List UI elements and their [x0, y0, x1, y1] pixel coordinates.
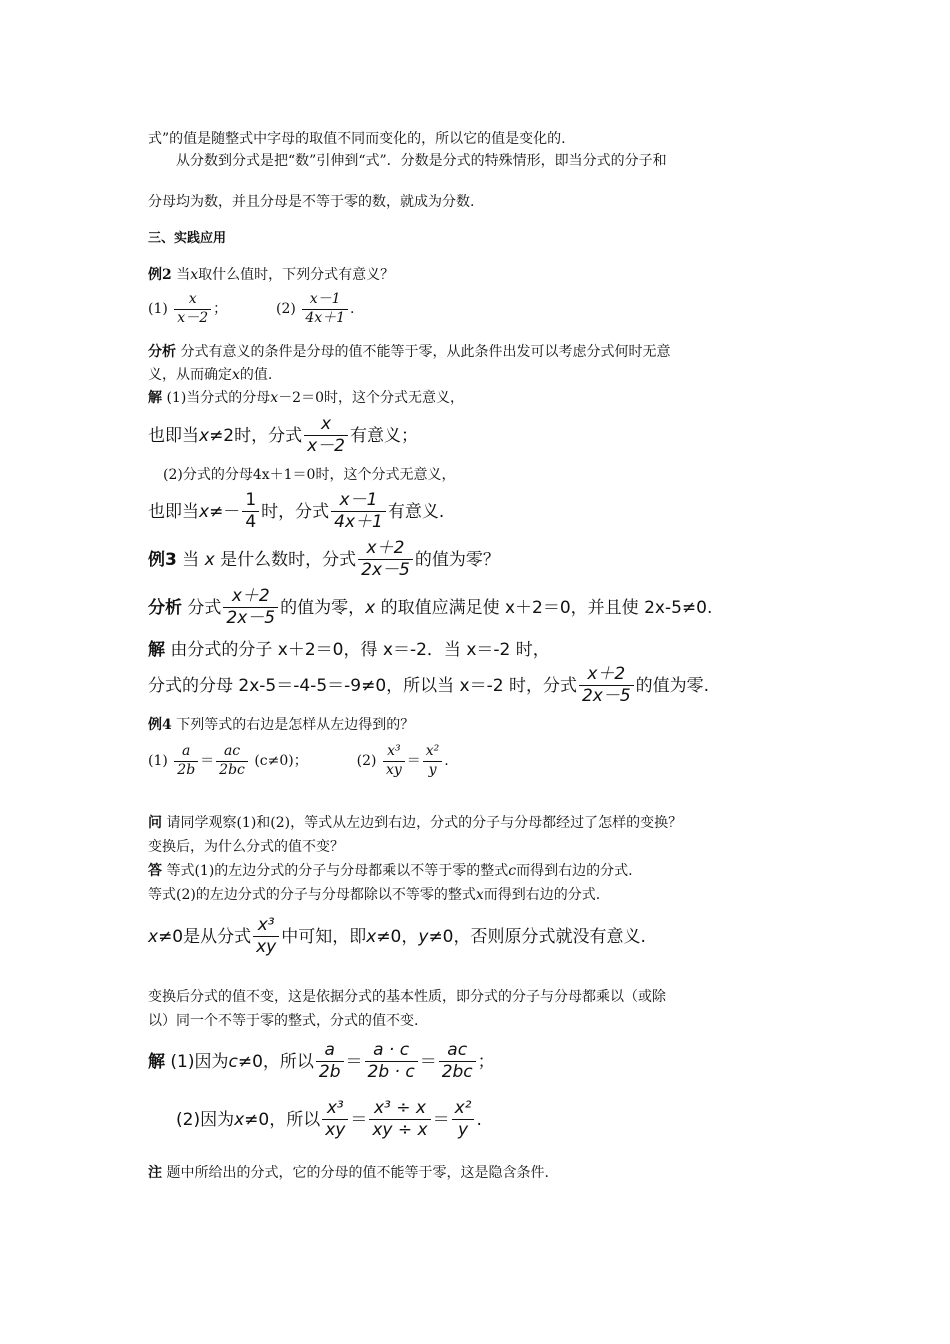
ex4-property-b: 以）同一个不等于零的整式，分式的值不变.	[148, 1013, 419, 1029]
ex2-sol-fraction: $\frac{x}{x-2}$	[304, 414, 348, 458]
ex4-answer-b: 等式(2)的左边分式的分子与分母都除以不等零的整式x而得到右边的分式.	[148, 887, 601, 903]
ex4-remark: 注 题中所给出的分式，它的分母的值不能等于零，这是隐含条件.	[148, 1165, 549, 1181]
ex2-analysis-b: 义，从而确定x的值.	[148, 367, 273, 383]
ex4-solution-1: 解 (1)因为c≠0，所以 $\frac{a}{2b}$ ＝ $\frac{a \cdot c}{2b \cdot c}$ ＝ $\frac{ac}{2bc}$ ；	[148, 1040, 495, 1083]
ex4-note: x≠0是从分式 $\frac{\text{x³}}{xy}$ 中可知，即x≠0，y≠0，否则原分式就没有意义.	[148, 915, 646, 958]
ex2-solution-2: 也即当x≠2时，分式 $\frac{x}{x-2}$ 有意义；	[148, 414, 419, 457]
section-title: 三、实践应用	[148, 231, 227, 246]
ex3-analysis: 分析 分式 $\frac{x+2}{2x-5}$ 的值为零，x 的取值应满足使 x＋2＝0，并且使 2x-5≠0.	[148, 586, 713, 629]
ex4-solution-2: (2)因为x≠0，所以 $\frac{\text{x³}}{xy}$ ＝ $\frac{\text{x³ ÷ x}}{xy \div x}$ ＝ $\frac{\text{x²}}{y}$ .	[176, 1098, 482, 1141]
ex2-analysis-a: 分析 分式有意义的条件是分母的值不能等于零，从此条件出发可以考虑分式何时无意	[148, 344, 671, 360]
intro-line-3: 分母均为数，并且分母是不等于零的数，就成为分数.	[148, 194, 475, 210]
ex2-problems: (1) $\frac{x}{x-2}$ ； (2) $\frac{x-1}{4x+1}$ .	[148, 291, 355, 326]
ex4-question: 例4 下列等式的右边是怎样从左边得到的？	[148, 717, 415, 733]
ex2-solution-1: 解 (1)当分式的分母x－2＝0时，这个分式无意义，	[148, 390, 465, 406]
ex2-solution-4: 也即当x≠－ $\frac{1}{4}$ 时，分式 $\frac{x-1}{4x+1}$ 有意义.	[148, 490, 445, 533]
ex3-question: 例3 当 x 是什么数时，分式 $\frac{x+2}{2x-5}$ 的值为零？	[148, 538, 500, 581]
ex3-solution-2: 分式的分母 2x-5＝-4-5＝-9≠0，所以当 x＝-2 时，分式 $\frac{x+2}{2x-5}$ 的值为零.	[148, 664, 710, 707]
ex4-answer-a: 答 等式(1)的左边分式的分子与分母都乘以不等于零的整式c而得到右边的分式.	[148, 863, 633, 879]
ex2-solution-3: (2)分式的分母4x＋1＝0时，这个分式无意义，	[163, 467, 456, 483]
ex4-problems: (1) $\frac{a}{2b}$ ＝ $\frac{ac}{2bc}$ (c≠0)； (2) $\frac{\text{x³}}{xy}$ ＝ $\frac{\text{x²}}{y}$ .	[148, 743, 449, 778]
ex2-fraction-1: $\frac{x}{x-2}$	[174, 291, 211, 327]
ex3-solution-1: 解 由分式的分子 x＋2＝0，得 x＝-2．当 x＝-2 时，	[148, 640, 550, 660]
ex2-fraction-2: $\frac{x-1}{4x+1}$	[302, 291, 348, 327]
intro-line-1: 式”的值是随整式中字母的取值不同而变化的，所以它的值是变化的.	[148, 131, 566, 147]
ex4-ask-a: 问 请同学观察(1)和(2)，等式从左边到右边，分式的分子与分母都经过了怎样的变换？	[148, 815, 683, 831]
intro-line-2: 从分数到分式是把“数”引伸到“式”．分数是分式的特殊情形，即当分式的分子和	[176, 153, 667, 169]
ex2-label: 例2	[148, 267, 172, 283]
ex4-ask-b: 变换后，为什么分式的值不变？	[148, 839, 344, 855]
ex2-question: 例2 当x取什么值时，下列分式有意义？	[148, 267, 395, 283]
ex4-property-a: 变换后分式的值不变，这是依据分式的基本性质，即分式的分子与分母都乘以（或除	[148, 989, 666, 1005]
